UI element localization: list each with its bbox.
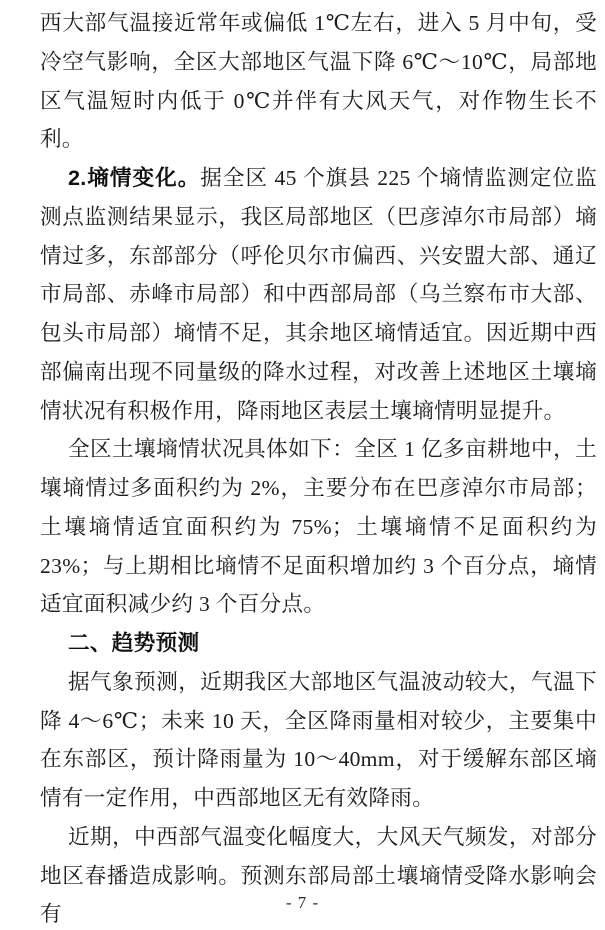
inline-heading-soil-moisture-change: 2.墒情变化。 xyxy=(68,165,201,190)
paragraph-temperature-continuation xyxy=(40,4,597,159)
paragraph-recent-impact: 近期，中西部气温变化幅度大，大风天气频发，对部分地区春播造成影响。预测东部局部土壤墒情受降水影响会有 xyxy=(40,824,597,927)
paragraph-soil-moisture-change xyxy=(40,159,597,430)
paragraph-soil-moisture-status: 全区土壤墒情状况具体如下：全区 1 亿多亩耕地中，土壤墒情过多面积约为 2%，主要分布在巴彦淖尔市局部；土壤墒情适宜面积约为 75%；土壤墒情不足面积约为 23%；与上期相比墒情不足面积增加约 3 个百分点，墒情适宜面积减少约 3 个百分点。 xyxy=(40,437,597,617)
paragraph-soil-moisture-change-text: 据全区 45 个旗县 225 个墒情监测定位监测点监测结果显示，我区局部地区（巴彦淖尔市局部）墒情过多，东部部分（呼伦贝尔市偏西、兴安盟大部、通辽市局部、赤峰市局部）和中西部局部（乌兰察布市大部、包头市局部）墒情不足，其余地区墒情适宜。因近期中西部偏南出现不同量级的降水过程，对改善上述地区土壤墒情状况有积极作用，降雨地区表层土壤墒情明显提升。 xyxy=(40,166,598,423)
paragraph-temperature-continuation-text: 西大部气温接近常年或偏低 1℃左右，进入 5 月中旬，受冷空气影响，全区大部地区气温下降 6℃～10℃，局部地区气温短时内低于 0℃并伴有大风天气，对作物生长不利。 xyxy=(40,11,597,152)
paragraph-weather-forecast: 据气象预测，近期我区大部地区气温波动较大，气温下降 4～6℃；未来 10 天，全区降雨量相对较少，主要集中在东部区，预计降雨量为 10～40mm，对于缓解东部区墒情有一定作用，中西部地区无有效降雨。 xyxy=(40,669,597,810)
page-number: - 7 - xyxy=(285,893,320,912)
document-body xyxy=(40,4,597,930)
section-heading-trend-forecast: 二、趋势预测 xyxy=(68,630,200,655)
